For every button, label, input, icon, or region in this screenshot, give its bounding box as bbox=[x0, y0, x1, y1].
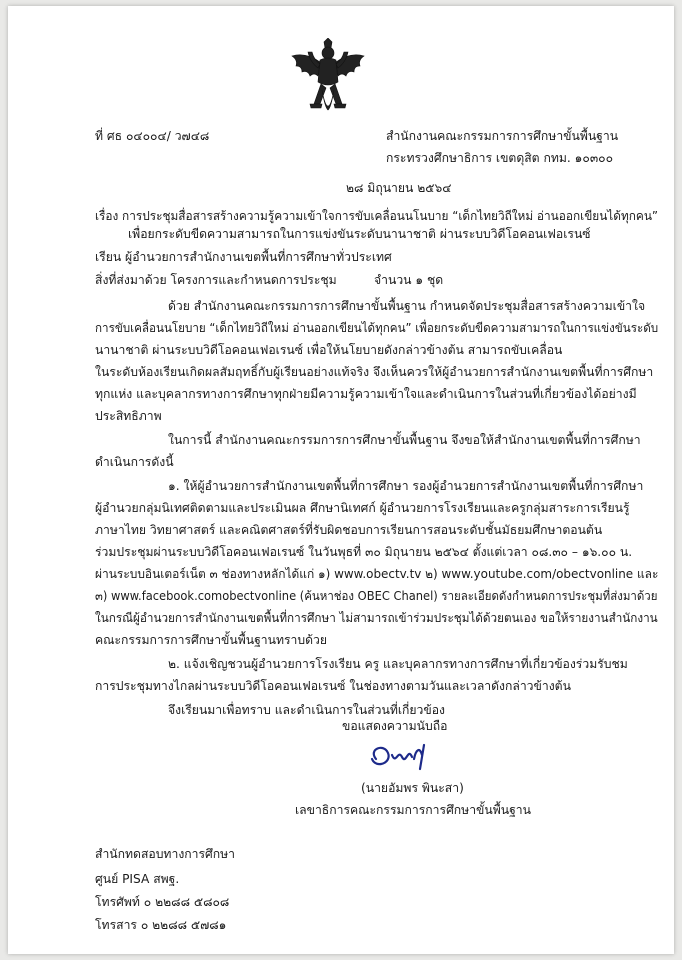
item-1-line: ๓) www.facebook.comobectvonline (ค้นหาช่อง OBEC Chanel) รายละเอียดดังกำหนดการประชุมที่ส่งมาด้วย bbox=[95, 589, 658, 603]
subject-line-1: เรื่อง การประชุมสื่อสารสร้างความรู้ความเข้าใจการขับเคลื่อนนโนบาย “เด็กไทยวิถีใหม่ อ่านออกเขียนได้ทุกคน” bbox=[95, 209, 659, 223]
item-1-line: ร่วมประชุมผ่านระบบวิดีโอคอนเฟอเรนซ์ ในวันพุธที่ ๓๐ มิถุนายน ๒๕๖๔ ตั้งแต่เวลา ๐๘.๓๐ – ๑๖.๐๐ น. bbox=[95, 545, 633, 559]
enclosure-quantity: จำนวน ๑ ชุด bbox=[374, 273, 444, 287]
paragraph-1-line: ทุกแห่ง และบุคลากรทางการศึกษาทุกฝ่ายมีความรู้ความเข้าใจและดำเนินการในส่วนที่เกี่ยวข้องได้อย่างมี bbox=[95, 387, 637, 401]
salutation: ขอแสดงความนับถือ bbox=[342, 719, 448, 733]
paragraph-1-line: ด้วย สำนักงานคณะกรรมการการศึกษาขั้นพื้นฐาน กำหนดจัดประชุมสื่อสารสร้างความเข้าใจ bbox=[168, 299, 646, 313]
paragraph-1-line: การขับเคลื่อนนโยบาย “เด็กไทยวิถีใหม่ อ่านออกเขียนได้ทุกคน” เพื่อยกระดับขีดความสามารถในการแข่งขันระดับ bbox=[95, 321, 659, 335]
handwritten-signature-icon bbox=[362, 739, 448, 773]
paragraph-1-line: ประสิทธิภาพ bbox=[95, 409, 162, 423]
paragraph-1-line: ในระดับห้องเรียนเกิดผลสัมฤทธิ์กับผู้เรียนอย่างแท้จริง จึงเห็นควรให้ผู้อำนวยการสำนักงานเขตพื้นที่การศึกษา bbox=[95, 365, 654, 379]
letter-date: ๒๘ มิถุนายน ๒๕๖๔ bbox=[346, 181, 452, 195]
letter-page bbox=[8, 6, 674, 954]
subject-line-2: เพื่อยกระดับขีดความสามารถในการแข่งขันระดับนานาชาติ ผ่านระบบวิดีโอคอนเฟอเรนซ์ bbox=[128, 227, 591, 241]
footer-office: สำนักทดสอบทางการศึกษา bbox=[95, 847, 236, 861]
item-1-line: ผู้อำนวยกลุ่มนิเทศติดตามและประเมินผล ศึกษานิเทศก์ ผู้อำนวยการโรงเรียนและครูกลุ่มสาระการเรียนรู้ bbox=[95, 501, 630, 515]
agency-address: กระทรวงศึกษาธิการ เขตดุสิต กทม. ๑๐๓๐๐ bbox=[386, 151, 614, 165]
paragraph-1-line: นานาชาติ ผ่านระบบวิดีโอคอนเฟอเรนซ์ เพื่อให้นโยบายดังกล่าวข้างต้น สามารถขับเคลื่อน bbox=[95, 343, 563, 357]
item-1-line: ๑. ให้ผู้อำนวยการสำนักงานเขตพื้นที่การศึกษา รองผู้อำนวยการสำนักงานเขตพื้นที่การศึกษา bbox=[168, 479, 644, 493]
item-1-line: คณะกรรมการการศึกษาขั้นพื้นฐานทราบด้วย bbox=[95, 633, 328, 647]
paragraph-2-line: ในการนี้ สำนักงานคณะกรรมการการศึกษาขั้นพื้นฐาน จึงขอให้สำนักงานเขตพื้นที่การศึกษา bbox=[168, 433, 641, 447]
item-1-line: ในกรณีผู้อำนวยการสำนักงานเขตพื้นที่การศึกษา ไม่สามารถเข้าร่วมประชุมได้ด้วยตนเอง ขอให้รายงานสำนักงาน bbox=[95, 611, 658, 625]
signer-title: เลขาธิการคณะกรรมการการศึกษาขั้นพื้นฐาน bbox=[295, 803, 531, 817]
enclosure-label: สิ่งที่ส่งมาด้วย โครงการและกำหนดการประชุม bbox=[95, 273, 337, 287]
footer-phone: โทรศัพท์ ๐ ๒๒๘๘ ๕๘๐๘ bbox=[95, 895, 230, 909]
agency-name: สำนักงานคณะกรรมการการศึกษาขั้นพื้นฐาน bbox=[386, 129, 619, 143]
item-1-line: ภาษาไทย วิทยาศาสตร์ และคณิตศาสตร์ที่รับผิดชอบการเรียนการสอนระดับชั้นมัธยมศึกษาตอนต้น bbox=[95, 523, 603, 537]
footer-fax: โทรสาร ๐ ๒๒๘๘ ๕๗๘๑ bbox=[95, 918, 227, 932]
item-2-line: การประชุมทางไกลผ่านระบบวิดีโอคอนเฟอเรนซ์ ในช่องทางตามวันและเวลาดังกล่าวข้างต้น bbox=[95, 679, 571, 693]
item-2-line: ๒. แจ้งเชิญชวนผู้อำนวยการโรงเรียน ครู และบุคลากรทางการศึกษาที่เกี่ยวข้องร่วมรับชม bbox=[168, 657, 628, 671]
signer-name: (นายอัมพร พินะสา) bbox=[361, 781, 464, 795]
item-1-line: ผ่านระบบอินเตอร์เน็ต ๓ ช่องทางหลักได้แก่ ๑) www.obectv.tv ๒) www.youtube.com/obectvonline และ bbox=[95, 567, 659, 581]
closing-line: จึงเรียนมาเพื่อทราบ และดำเนินการในส่วนที่เกี่ยวข้อง bbox=[168, 703, 445, 717]
document-number: ที่ ศธ ๐๔๐๐๔/ ว๗๔๘ bbox=[95, 129, 210, 143]
paragraph-2-line: ดำเนินการดังนี้ bbox=[95, 455, 174, 469]
footer-center: ศูนย์ PISA สพฐ. bbox=[95, 872, 180, 886]
recipient: เรียน ผู้อำนวยการสำนักงานเขตพื้นที่การศึกษาทั่วประเทศ bbox=[95, 250, 392, 264]
garuda-emblem-icon bbox=[288, 38, 368, 122]
